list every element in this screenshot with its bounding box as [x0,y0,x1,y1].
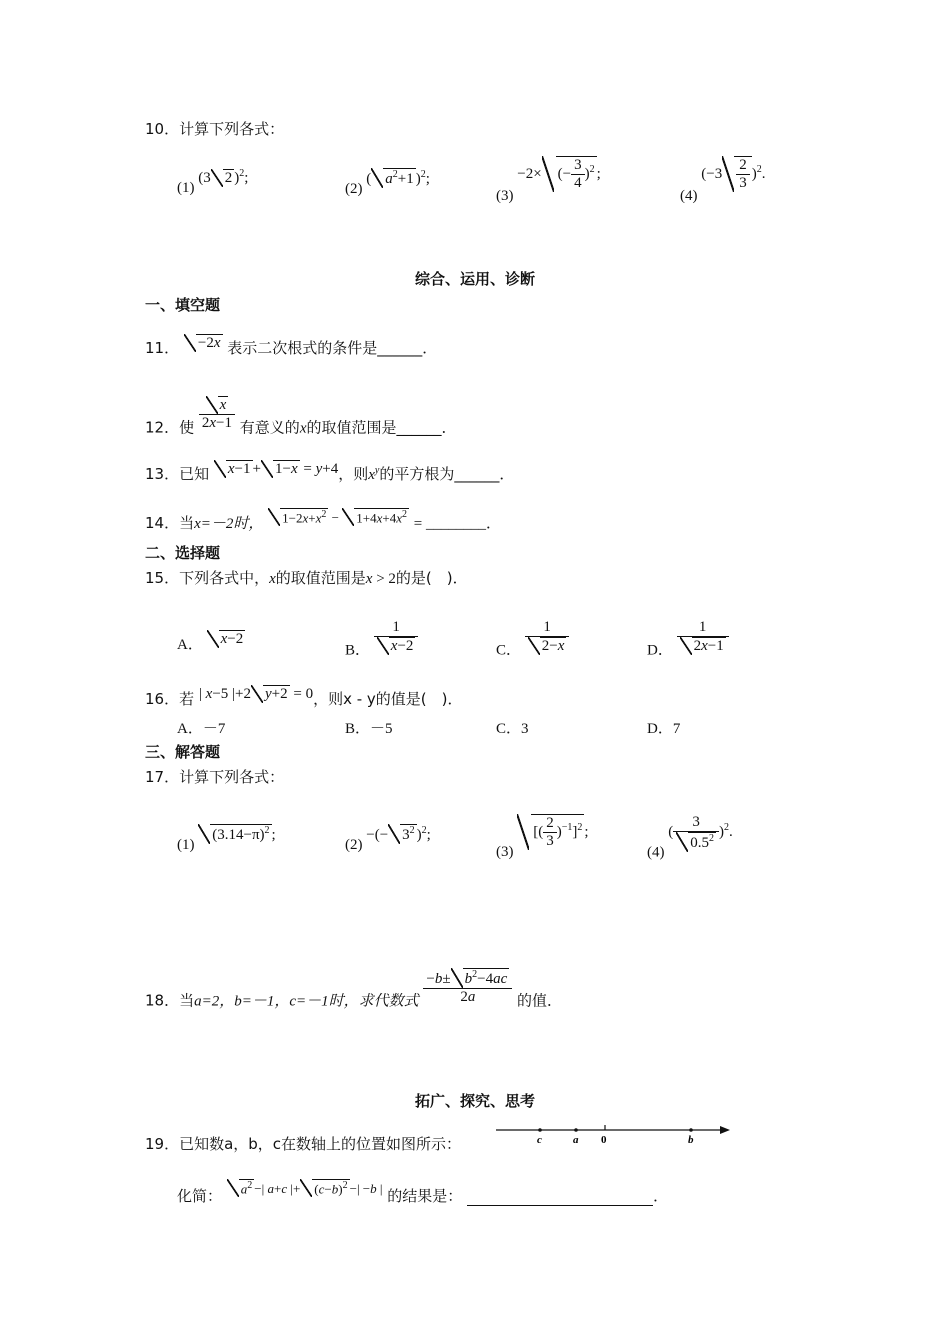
q15-stem-3: 的是( )． [395,569,468,587]
q12: 12．使 $\frac{x}{2x-1}$ 有意义的x的取值范围是______． [145,397,457,437]
q16-option-d[interactable]: D．7 [647,721,681,737]
q10-p1-label: (1) [177,180,195,196]
q10-part2: (2) ( $a^2+1$ )$^2$; [345,169,430,197]
part2-title: 二、选择题 [145,544,221,562]
q10-part3: (3) −2× (− $\frac{3}{4}$ )$^2$ ; [496,157,601,204]
q15-option-b[interactable]: B． $\frac{1}{x-2}$ [345,633,418,669]
q18-tail: 的值． [517,991,563,1010]
q11-num: 11． [145,339,180,357]
q12-text: 有意义的 [239,418,300,437]
q15-c-label: C． [496,642,522,659]
q13-text2: 的平方根为______． [379,465,515,483]
q10-p3-label: (3) [496,187,514,204]
q17-stem: 17．计算下列各式： [145,768,285,786]
q17-p1-label: (1) [177,837,195,853]
q11: 11． −2x 表示二次根式的条件是______． [145,335,438,357]
q17-part1: (1) $(3.14-\pi)^2$ ; [177,825,276,853]
q11-text: 表示二次根式的条件是______． [227,339,438,357]
q14-tail: = ________． [413,516,501,532]
q15-stem-1: 15．下列各式中， [145,569,270,587]
q16-option-a[interactable]: A．－7 [177,721,226,737]
q14-cond: x=－2时， [194,516,264,532]
q15-option-a[interactable]: A． x−2 [177,631,244,653]
axis-label-b: b [688,1134,694,1146]
q19-stem: 19．已知数a，b，c在数轴上的位置如图所示： [145,1135,462,1153]
q13-text: ，则 [338,465,369,483]
q15-option-c[interactable]: C． $\frac{1}{2-x}$ [496,633,569,669]
q17-p3-label: (3) [496,843,514,860]
q15-b-label: B． [345,642,371,659]
q17-part3: (3) [( $\frac{2}{3}$ )$^{-1}$]$^2$ ; [496,815,589,860]
q19-tail: 的结果是： [387,1187,463,1205]
q12-num: 12．使 [145,418,195,437]
q10-stem: 10．计算下列各式： [145,120,285,138]
axis-label-c: c [537,1134,542,1146]
q10-p2-label: (2) [345,181,363,197]
q19-simplify-label: 化简： [177,1187,223,1205]
q15-stem: 15．下列各式中，x的取值范围是x > 2的是( )． [145,569,468,587]
part3-title: 三、解答题 [145,743,221,761]
q17-p2-label: (2) [345,837,363,853]
q13: 13．已知 x−1 + 1−x = y+4，则$x^y$的平方根为______． [145,461,515,483]
q18: 18．当a=2，b=－1，c=－1时，求代数式 $\frac{-b\pm b^2-4ac}{2a}$ 的值． [145,969,563,1010]
q16-stem: 16．若 | x−5 |+2 y+2 = 0，则x - y的值是( )． [145,686,463,708]
q10-part4: (4) (−3 $\frac{2}{3}$ )$^2$. [680,157,766,204]
q16-option-b[interactable]: B．－5 [345,721,393,737]
q19-simplify: 化简： $a^2$ −| a+c |+ $(c-b)^2$ −| −b | 的结果是： ． [177,1179,669,1205]
q10-part1: (1) (3 2 )$^2$; [177,168,249,196]
q18-vals: a=2，b=－1，c=－1时，求代数式 [194,993,419,1010]
q10-p4-label: (4) [680,187,698,204]
q13-num: 13．已知 [145,465,210,483]
q16-stem-2: ，则x - y的值是( )． [313,690,463,708]
q17-part4: (4) ( $\frac{3}{0.5^2}$ )$^2$. [647,814,733,861]
number-line [494,1122,734,1148]
q16-stem-1: 16．若 [145,690,195,708]
q14-num: 14．当 [145,514,195,532]
q14: 14．当x=－2时， $1-2x+x^2 - 1+4x+4x^2$ = ________． [145,508,501,532]
q15-stem-2: 的取值范围是 [275,569,366,587]
q19-answer-blank[interactable] [467,1187,653,1206]
q12-var: x [299,420,307,437]
axis-label-0: 0 [601,1134,607,1146]
q17-p4-label: (4) [647,844,665,861]
q15-a-label: A． [177,637,203,653]
part1-title: 一、填空题 [145,296,221,314]
section-comprehensive: 综合、运用、诊断 [414,270,535,288]
axis-label-a: a [573,1134,579,1146]
q12-text2: 的取值范围是______． [306,418,457,437]
section-extend: 拓广、探究、思考 [414,1092,535,1110]
q16-option-c[interactable]: C．3 [496,721,529,737]
q19-end: ． [653,1189,669,1205]
q18-stem: 18．当 [145,991,195,1010]
q15-d-label: D． [647,642,673,659]
q15-option-d[interactable]: D． $\frac{1}{2x-1}$ [647,633,729,669]
q17-part2: (2) −(− $3^2$ )$^2$; [345,825,431,853]
